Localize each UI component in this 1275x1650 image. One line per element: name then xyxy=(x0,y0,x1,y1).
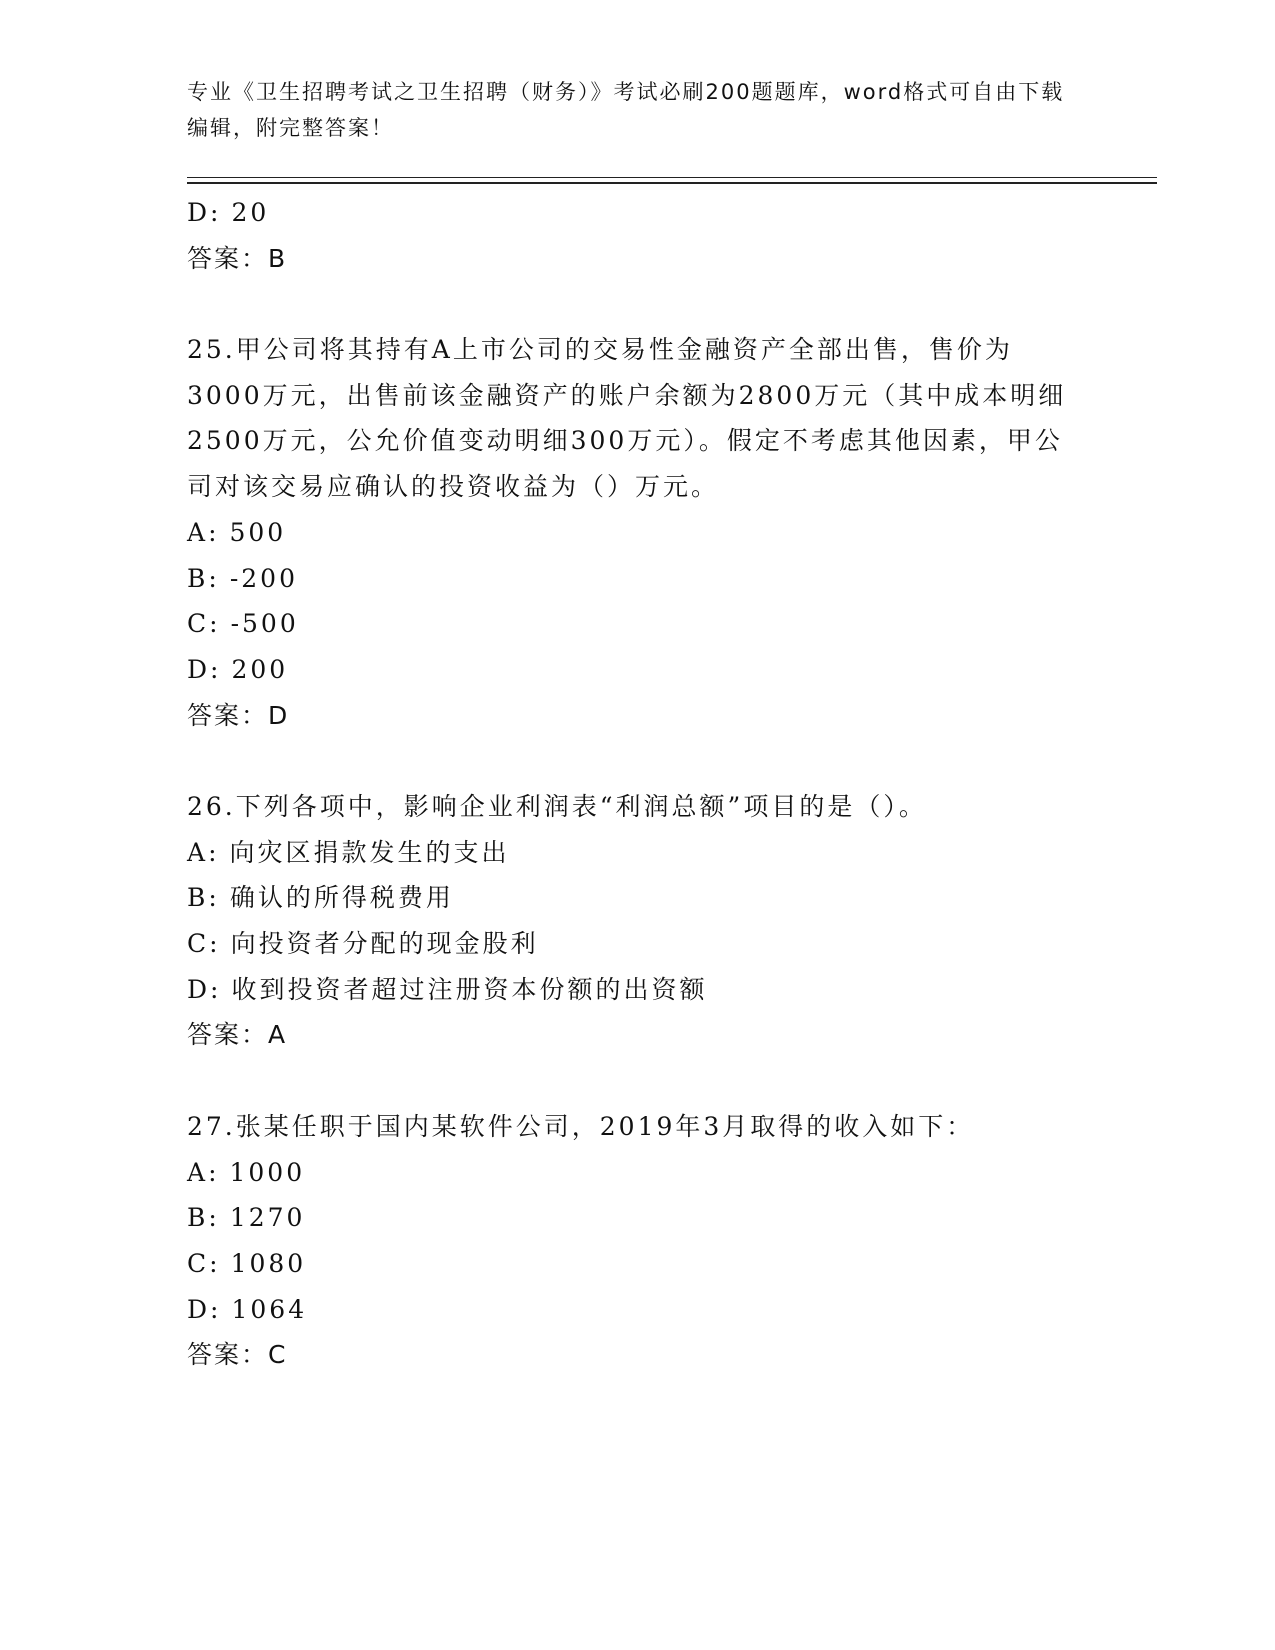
answer-label: 答案： xyxy=(187,1340,269,1370)
option-text: 200 xyxy=(231,654,289,684)
question-block-24 xyxy=(187,190,1087,281)
option-line xyxy=(187,1195,1087,1241)
answer-line xyxy=(187,1332,1087,1378)
question-text: 25.甲公司将其持有A上市公司的交易性金融资产全部出售，售价为3000万元，出售前该金融资产的账户余额为2800万元（其中成本明细2500万元，公允价值变动明细300万元）。假定不考虑其他因素，甲公司对该交易应确认的投资收益为（）万元。 xyxy=(187,335,1067,502)
option-text: 20 xyxy=(231,198,270,227)
option-text: -500 xyxy=(230,609,299,639)
option-line xyxy=(187,921,1087,967)
option-letter: A xyxy=(187,517,209,547)
option-separator: : xyxy=(208,1203,220,1233)
header-divider-thick xyxy=(187,182,1157,184)
option-line xyxy=(187,1150,1087,1196)
option-separator: : xyxy=(210,974,222,1004)
answer-line xyxy=(187,1012,1087,1058)
option-text: 确认的所得税费用 xyxy=(229,883,454,913)
option-line xyxy=(187,1287,1087,1333)
option-letter: C xyxy=(187,929,210,959)
option-line xyxy=(187,556,1087,602)
option-line xyxy=(187,647,1087,693)
option-letter: D xyxy=(187,974,211,1004)
question-text: 27.张某任职于国内某软件公司，2019年3月取得的收入如下： xyxy=(187,1111,975,1141)
spacer xyxy=(187,738,1087,784)
option-text: 500 xyxy=(229,517,287,547)
option-line xyxy=(187,190,1087,236)
option-letter: C xyxy=(187,1248,210,1278)
option-letter: D xyxy=(187,198,211,227)
document-header xyxy=(187,74,1087,146)
spacer xyxy=(187,281,1087,327)
option-line xyxy=(187,830,1087,876)
option-separator: : xyxy=(210,654,222,684)
option-line xyxy=(187,1241,1087,1287)
question-block-25 xyxy=(187,327,1087,738)
option-text: 1270 xyxy=(229,1203,306,1233)
option-text: 收到投资者超过注册资本份额的出资额 xyxy=(231,974,708,1004)
option-separator: : xyxy=(208,517,220,547)
option-letter: B xyxy=(187,883,209,913)
answer-value: A xyxy=(268,1020,288,1050)
header-text: 专业《卫生招聘考试之卫生招聘（财务）》考试必刷200题题库，word格式可自由下载编辑，附完整答案！ xyxy=(187,80,1065,140)
answer-value: D xyxy=(268,700,290,730)
header-divider-thin xyxy=(187,177,1157,178)
option-letter: A xyxy=(187,837,209,867)
option-separator: : xyxy=(210,1294,222,1324)
option-letter: D xyxy=(187,654,211,684)
option-text: 1064 xyxy=(231,1294,308,1324)
option-text: -200 xyxy=(229,563,298,593)
answer-line xyxy=(187,693,1087,739)
option-line xyxy=(187,967,1087,1013)
spacer xyxy=(187,1058,1087,1104)
option-letter: D xyxy=(187,1294,211,1324)
option-letter: B xyxy=(187,1203,209,1233)
answer-line xyxy=(187,236,1087,282)
answer-label: 答案： xyxy=(187,1020,269,1050)
answer-value: C xyxy=(268,1340,288,1370)
option-separator: : xyxy=(209,609,221,639)
option-text: 向投资者分配的现金股利 xyxy=(230,929,539,959)
option-separator: : xyxy=(210,198,222,227)
option-separator: : xyxy=(208,837,220,867)
option-separator: : xyxy=(208,563,220,593)
option-line xyxy=(187,510,1087,556)
option-line xyxy=(187,875,1087,921)
question-list xyxy=(187,190,1087,1378)
answer-value: B xyxy=(268,243,288,273)
question-block-26 xyxy=(187,784,1087,1058)
option-text: 向灾区捐款发生的支出 xyxy=(229,837,510,867)
question-text: 26.下列各项中，影响企业利润表“利润总额”项目的是（）。 xyxy=(187,792,927,821)
option-separator: : xyxy=(208,1157,220,1187)
question-block-27 xyxy=(187,1104,1087,1378)
option-text: 1000 xyxy=(229,1157,306,1187)
option-line xyxy=(187,601,1087,647)
option-separator: : xyxy=(209,929,221,959)
answer-label: 答案： xyxy=(187,700,269,730)
option-separator: : xyxy=(208,883,220,913)
option-letter: A xyxy=(187,1157,209,1187)
option-text: 1080 xyxy=(230,1248,307,1278)
option-letter: B xyxy=(187,563,209,593)
answer-label: 答案： xyxy=(187,243,269,273)
option-separator: : xyxy=(209,1248,221,1278)
option-letter: C xyxy=(187,609,210,639)
